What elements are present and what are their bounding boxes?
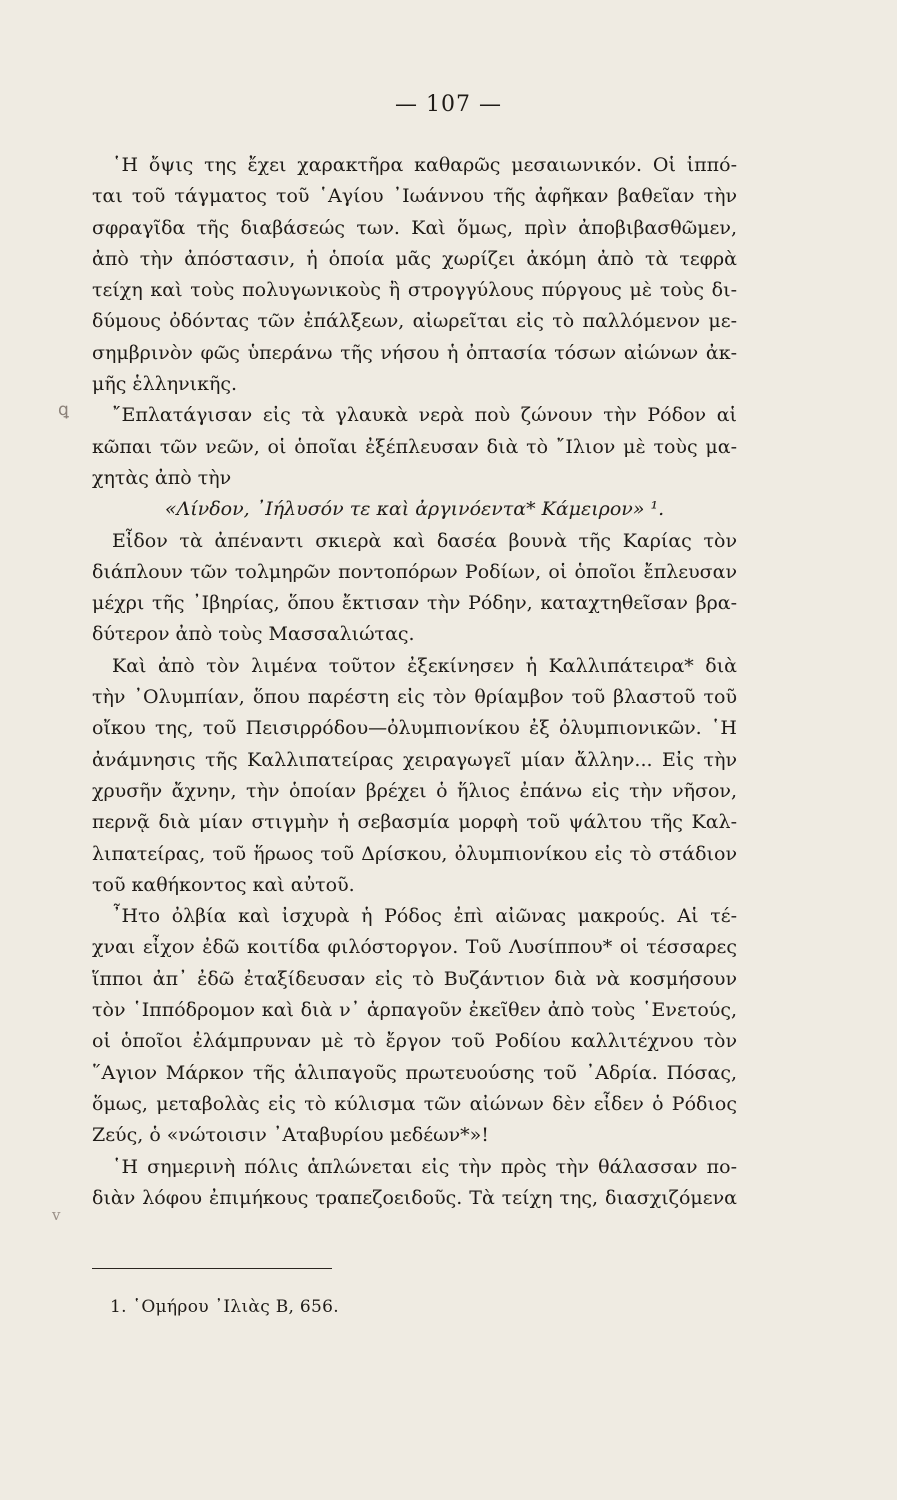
text-line: χναι εἶχον ἐδῶ κοιτίδα φιλόστοργον. Τοῦ Λυσίππου* οἱ τέσσαρες [92,936,737,959]
text-line: χρυσῆν ἄχνην, τὴν ὁποίαν βρέχει ὁ ἥλιος ἐπάνω εἰς τὴν νῆσον, [92,779,737,802]
text-line: τὸν ῾Ιππόδρομον καὶ διὰ ν᾿ ἁρπαγοῦν ἐκεῖθεν ἀπὸ τοὺς ῾Ενετούς, [92,999,737,1022]
text-line: χητὰς ἀπὸ τὴν [92,466,232,489]
text-line: ἵπποι ἀπ᾿ ἐδῶ ἐταξίδευσαν εἰς τὸ Βυζάντιον διὰ νὰ κοσμήσουν [92,967,737,990]
text-line: ἀνάμνησις τῆς Καλλιπατείρας χειραγωγεῖ μίαν ἄλλην... Εἰς τὴν [92,748,737,771]
text-line: τοῦ καθήκοντος καὶ αὐτοῦ. [92,873,355,896]
footnote: 1. ῾Ομήρου ᾿Ιλιὰς Β, 656. [110,1297,339,1317]
text-line: τὴν ᾿Ολυμπίαν, ὅπου παρέστη εἰς τὸν θρίαμβον τοῦ βλαστοῦ τοῦ [92,686,737,709]
text-line: ται τοῦ τάγματος τοῦ ῾Αγίου ᾿Ιωάννου τῆς ἀφῆκαν βαθεῖαν τὴν [92,185,737,208]
text-line: σημβρινὸν φῶς ὑπεράνω τῆς νήσου ἡ ὀπτασία τόσων αἰώνων ἀκ- [92,341,737,364]
text-line: οἱ ὁποῖοι ἐλάμπρυναν μὲ τὸ ἔργον τοῦ Ροδίου καλλιτέχνου τὸν [92,1030,737,1053]
text-line: δύμους ὀδόντας τῶν ἐπάλξεων, αἰωρεῖται εἰς τὸ παλλόμενον με- [92,310,737,333]
body-text [92,150,737,1214]
text-line: Καὶ ἀπὸ τὸν λιμένα τοῦτον ἐξεκίνησεν ἡ Καλλιπάτειρα* διὰ [112,654,737,677]
text-line: οἴκου της, τοῦ Πεισιρρόδου—ὀλυμπιονίκου ἐξ ὀλυμπιονικῶν. ῾Η [92,717,737,740]
text-line: σφραγῖδα τῆς διαβάσεώς των. Καὶ ὅμως, πρὶν ἀποβιβασθῶμεν, [92,216,737,239]
text-line: ὅμως, μεταβολὰς εἰς τὸ κύλισμα τῶν αἰώνων δὲν εἶδεν ὁ Ρόδιος [92,1092,737,1115]
text-line: διὰν λόφου ἐπιμήκους τραπεζοειδοῦς. Τὰ τείχη της, διασχιζόμενα [92,1186,737,1209]
text-line: ἀπὸ τὴν ἀπόστασιν, ἡ ὁποία μᾶς χωρίζει ἀκόμη ἀπὸ τὰ τεφρὰ [92,247,737,270]
text-line: ῞Αγιον Μάρκον τῆς ἁλιπαγοῦς πρωτευούσης τοῦ ᾿Αδρία. Πόσας, [92,1061,737,1084]
homeric-quote: «Λίνδον, ᾿Ιήλυσόν τε καὶ ἀργινόεντα* Κάμειρον» ¹. [164,498,665,521]
pencil-annotation: ꝗ [58,400,69,420]
text-line: μέχρι τῆς ᾿Ιβηρίας, ὅπου ἔκτισαν τὴν Ρόδην, καταχτηθεῖσαν βρα- [92,592,737,615]
text-line: Εἶδον τὰ ἀπέναντι σκιερὰ καὶ δασέα βουνὰ τῆς Καρίας τὸν [112,529,737,552]
text-line: λιπατείρας, τοῦ ἥρωος τοῦ Δρίσκου, ὀλυμπιονίκου εἰς τὸ στάδιον [92,842,737,865]
text-line: ῏Ητο ὀλβία καὶ ἰσχυρὰ ἡ Ρόδος ἐπὶ αἰῶνας μακρούς. Αἱ τέ- [112,905,737,928]
text-line: μῆς ἑλληνικῆς. [92,373,238,396]
text-line: ῾Η ὄψις της ἔχει χαρακτῆρα καθαρῶς μεσαιωνικόν. Οἱ ἱππό- [112,154,737,176]
pencil-annotation: v [52,1206,61,1224]
footnote-rule [92,1268,332,1269]
text-line: ῎Επλατάγισαν εἰς τὰ γλαυκὰ νερὰ ποὺ ζώνουν τὴν Ρόδον αἱ [112,404,737,427]
text-line: κῶπαι τῶν νεῶν, οἱ ὁποῖαι ἐξέπλευσαν διὰ τὸ ῎Ιλιον μὲ τοὺς μα- [92,435,737,458]
text-line: διάπλουν τῶν τολμηρῶν ποντοπόρων Ροδίων, οἱ ὁποῖοι ἔπλευσαν [92,560,737,583]
text-line: δύτερον ἀπὸ τοὺς Μασσαλιώτας. [92,623,415,646]
text-line: ῾Η σημερινὴ πόλις ἁπλώνεται εἰς τὴν πρὸς τὴν θάλασσαν πο- [112,1155,737,1178]
text-line: τείχη καὶ τοὺς πολυγωνικοὺς ἢ στρογγύλους πύργους μὲ τοὺς δι- [92,279,737,302]
text-line: περνᾷ διὰ μίαν στιγμὴν ἡ σεβασμία μορφὴ τοῦ ψάλτου τῆς Καλ- [92,811,737,834]
text-line: Ζεύς, ὁ «νώτοισιν ᾿Αταβυρίου μεδέων*»! [92,1124,489,1147]
page-number: — 107 — [395,92,502,117]
